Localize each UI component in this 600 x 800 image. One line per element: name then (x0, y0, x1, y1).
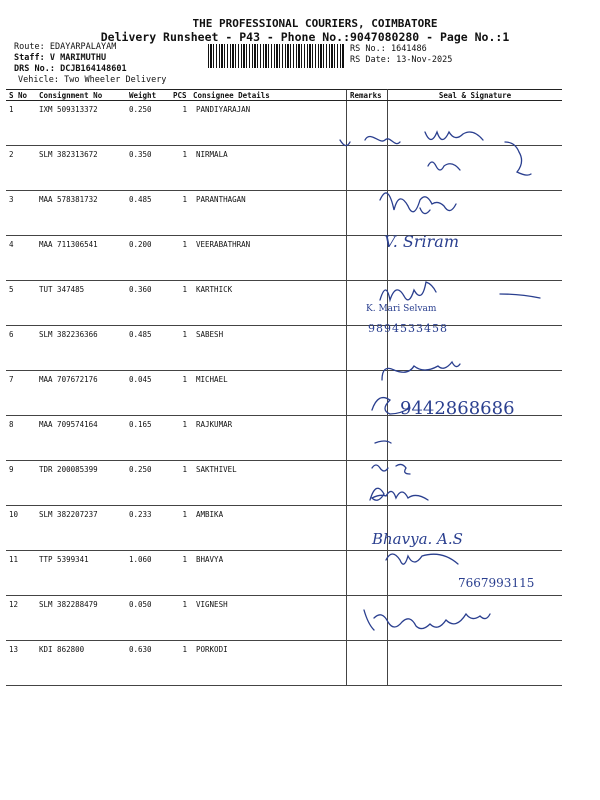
vehicle-label: Vehicle: (18, 75, 59, 85)
row-sno: 7 (6, 371, 36, 416)
row-consignee: BHAVYA (190, 551, 347, 596)
row-weight: 0.165 (126, 416, 170, 461)
row-weight: 0.200 (126, 236, 170, 281)
rs-no-label: RS No.: (350, 44, 386, 54)
signature (380, 282, 540, 300)
signature (372, 398, 410, 414)
row-weight: 0.045 (126, 371, 170, 416)
signature (428, 162, 460, 170)
row-sno: 8 (6, 416, 36, 461)
row-pcs: 1 (170, 641, 190, 686)
signature: V. Sriram (384, 232, 460, 251)
row-consignment: SLM 382207237 (36, 506, 126, 551)
row-pcs: 1 (170, 461, 190, 506)
row-consignment: SLM 382288479 (36, 596, 126, 641)
signature (372, 464, 410, 474)
signature (370, 488, 428, 500)
row-pcs: 1 (170, 146, 190, 191)
handwritten-phone: 7667993115 (458, 576, 535, 590)
row-sno: 13 (6, 641, 36, 686)
row-weight: 0.350 (126, 146, 170, 191)
row-consignee: VEERABATHRAN (190, 236, 347, 281)
row-weight: 1.060 (126, 551, 170, 596)
col-details: Consignee Details (190, 90, 347, 101)
row-pcs: 1 (170, 416, 190, 461)
signature (380, 193, 456, 214)
drs-label: DRS No.: (14, 64, 55, 74)
route-value: EDAYARPALAYAM (49, 42, 117, 52)
col-sno: S No (6, 90, 36, 101)
row-weight: 0.485 (126, 326, 170, 371)
row-consignee: PORKODI (190, 641, 347, 686)
row-pcs: 1 (170, 281, 190, 326)
row-consignment: MAA 709574164 (36, 416, 126, 461)
row-weight: 0.360 (126, 281, 170, 326)
rs-date-value: 13-Nov-2025 (396, 55, 453, 65)
rs-no-value: 1641486 (390, 44, 427, 54)
col-seal: Seal & Signature (388, 90, 563, 101)
row-pcs: 1 (170, 101, 190, 146)
col-pcs: PCS (170, 90, 190, 101)
signature (382, 362, 460, 380)
row-consignee: SABESH (190, 326, 347, 371)
row-consignment: MAA 707672176 (36, 371, 126, 416)
row-weight: 0.233 (126, 506, 170, 551)
row-consignee: AMBIKA (190, 506, 347, 551)
row-weight: 0.050 (126, 596, 170, 641)
row-sno: 5 (6, 281, 36, 326)
row-consignee: RAJKUMAR (190, 416, 347, 461)
row-pcs: 1 (170, 551, 190, 596)
row-weight: 0.250 (126, 101, 170, 146)
row-pcs: 1 (170, 326, 190, 371)
row-pcs: 1 (170, 371, 190, 416)
row-consignee: PARANTHAGAN (190, 191, 347, 236)
company-title: THE PROFESSIONAL COURIERS, COIMBATORE (192, 17, 438, 30)
route-label: Route: (14, 42, 45, 52)
handwritten-name: K. Mari Selvam (366, 304, 437, 314)
row-pcs: 1 (170, 506, 190, 551)
row-sno: 11 (6, 551, 36, 596)
col-remarks: Remarks (347, 90, 388, 101)
row-sno: 1 (6, 101, 36, 146)
staff-label: Staff: (14, 53, 45, 63)
signature: Bhavya. A.S (372, 530, 463, 548)
row-weight: 0.485 (126, 191, 170, 236)
row-pcs: 1 (170, 236, 190, 281)
signature (364, 610, 490, 630)
handwritten-phone: 9894533458 (368, 322, 448, 335)
handwritten-phone: 9442868686 (400, 398, 515, 419)
row-sno: 6 (6, 326, 36, 371)
signature (375, 441, 391, 443)
signature (340, 132, 531, 175)
row-consignment: TUT 347485 (36, 281, 126, 326)
row-consignment: MAA 711306541 (36, 236, 126, 281)
runsheet-subtitle: Delivery Runsheet - P43 - Phone No.:9047080280 - Page No.:1 (100, 30, 510, 44)
row-consignment: KDI 862800 (36, 641, 126, 686)
drs-value: DCJB164148601 (60, 64, 127, 74)
row-sno: 3 (6, 191, 36, 236)
col-weight: Weight (126, 90, 170, 101)
row-consignment: SLM 382313672 (36, 146, 126, 191)
row-weight: 0.250 (126, 461, 170, 506)
row-consignee: MICHAEL (190, 371, 347, 416)
row-consignment: TTP 5399341 (36, 551, 126, 596)
row-consignment: TDR 200085399 (36, 461, 126, 506)
row-consignment: MAA 578381732 (36, 191, 126, 236)
row-sno: 9 (6, 461, 36, 506)
row-consignee: KARTHICK (190, 281, 347, 326)
row-consignee: SAKTHIVEL (190, 461, 347, 506)
col-consignment: Consignment No (36, 90, 126, 101)
row-weight: 0.630 (126, 641, 170, 686)
row-consignee: NIRMALA (190, 146, 347, 191)
row-consignment: IXM 509313372 (36, 101, 126, 146)
row-pcs: 1 (170, 191, 190, 236)
vehicle-value: Two Wheeler Delivery (64, 75, 167, 85)
row-sno: 10 (6, 506, 36, 551)
row-consignee: PANDIYARAJAN (190, 101, 347, 146)
signature (386, 554, 458, 564)
staff-value: V MARIMUTHU (49, 53, 107, 63)
rs-date-label: RS Date: (350, 55, 391, 65)
row-consignment: SLM 382236366 (36, 326, 126, 371)
row-consignee: VIGNESH (190, 596, 347, 641)
row-sno: 12 (6, 596, 36, 641)
row-sno: 2 (6, 146, 36, 191)
row-sno: 4 (6, 236, 36, 281)
row-pcs: 1 (170, 596, 190, 641)
